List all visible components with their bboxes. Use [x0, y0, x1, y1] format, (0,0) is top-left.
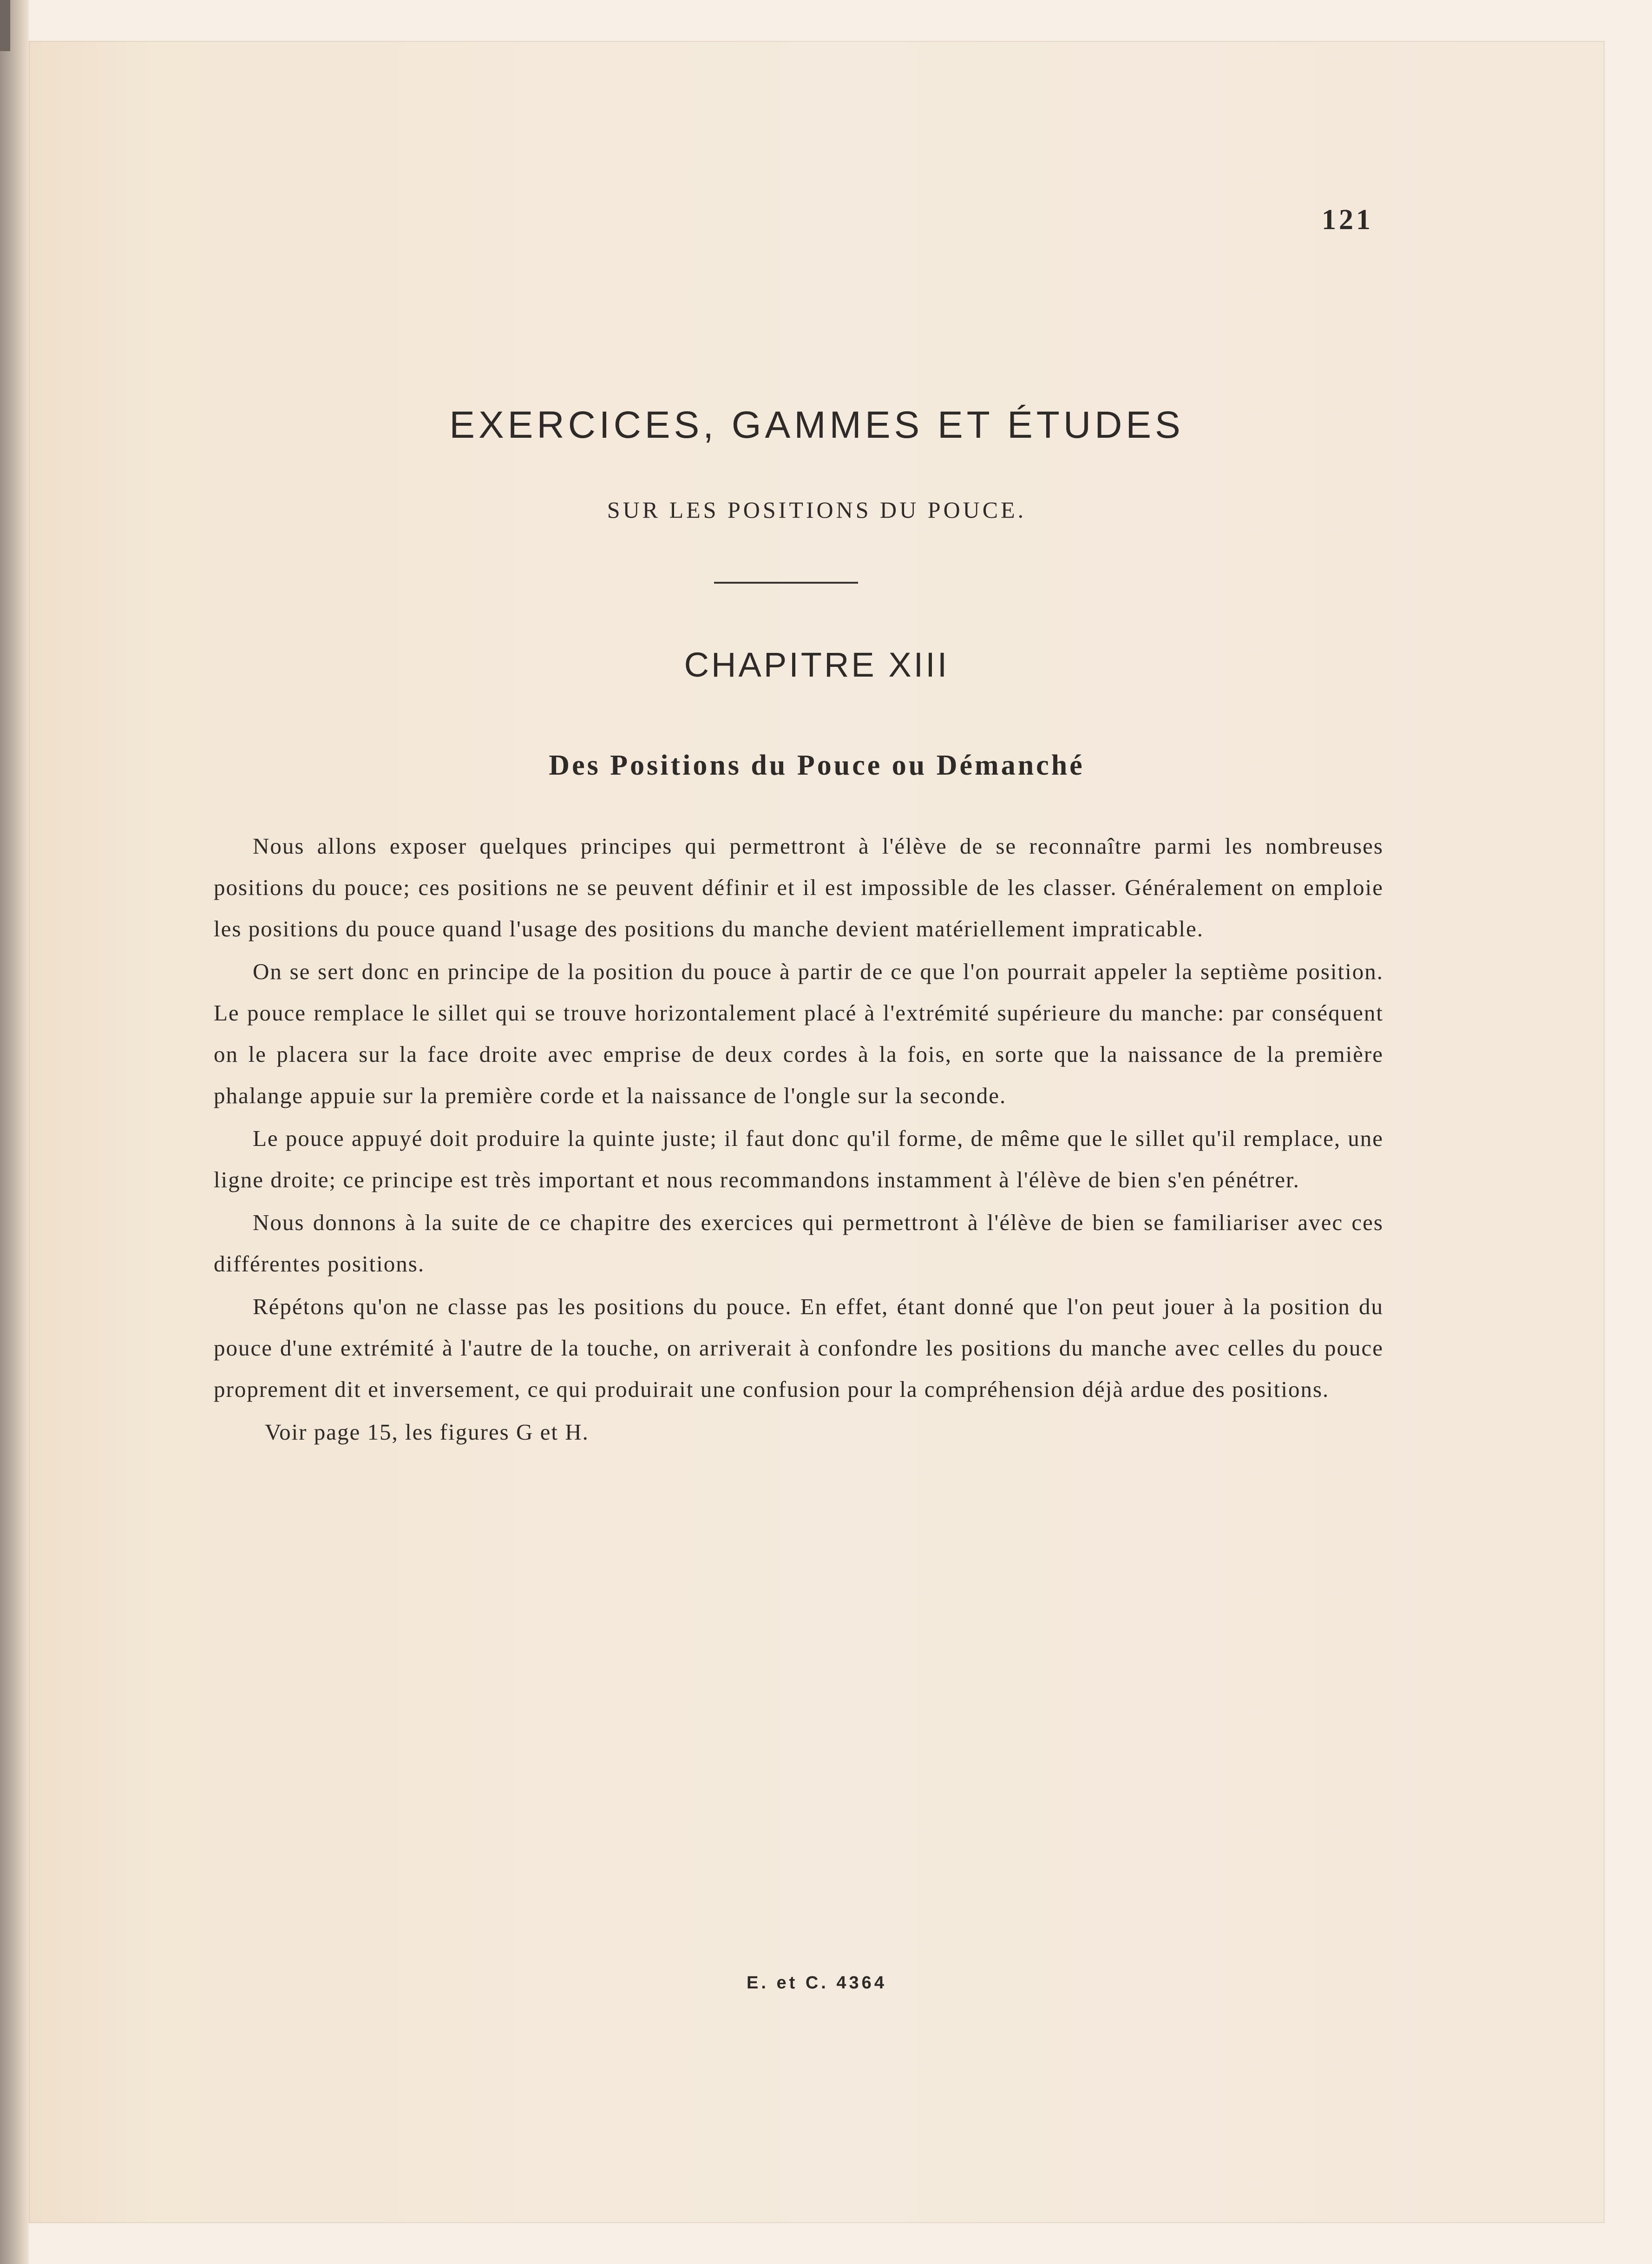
- figure-reference: Voir page 15, les figures G et H.: [265, 1419, 589, 1445]
- paragraph: Répétons qu'on ne classe pas les positions du pouce. En effet, étant donné que l'on peut jouer à la position du pouce d'une extrémité à l'autre de la touche, on arriverait à confondre les positions du manche avec celles du pouce proprement dit et inversement, ce qui produirait une confusion pour la compréhension déjà ardue des positions.: [214, 1294, 1383, 1402]
- paragraph: On se sert donc en principe de la position du pouce à partir de ce que l'on pourrait appeler la septième position. Le pouce remplace le sillet qui se trouve horizontalement placé à l'extrémité supérieure du manche: par conséquent on le placera sur la face droite avec emprise de deux cordes à la fois, en sorte que la naissance de la première phalange appuie sur la première corde et la naissance de l'ongle sur la seconde.: [214, 959, 1383, 1108]
- page-number: 121: [1322, 204, 1373, 236]
- page-subtitle: SUR LES POSITIONS DU POUCE.: [607, 497, 1027, 523]
- paragraph: Nous allons exposer quelques principes qui permettront à l'élève de se reconnaître parmi les nombreuses positions du pouce; ces positions ne se peuvent définir et il est impossible de les classer. Généralement on emploie les positions du pouce quand l'usage des positions du manche devient matériellement impraticable.: [214, 833, 1383, 941]
- book-binding-edge: [0, 0, 29, 2264]
- publisher-plate-number: E. et C. 4364: [747, 1973, 887, 1993]
- section-heading: Des Positions du Pouce ou Démanché: [549, 750, 1085, 781]
- chapter-heading: CHAPITRE XIII: [684, 645, 950, 684]
- body-text: [214, 825, 1383, 1454]
- page-title: EXERCICES, GAMMES ET ÉTUDES: [449, 404, 1184, 446]
- title-divider: [714, 582, 858, 584]
- binding-mark: [0, 0, 10, 51]
- paragraph: Nous donnons à la suite de ce chapitre des exercices qui permettront à l'élève de bien se familiariser avec ces différentes positions.: [214, 1210, 1383, 1277]
- paragraph: Le pouce appuyé doit produire la quinte juste; il faut donc qu'il forme, de même que le sillet qu'il remplace, une ligne droite; ce principe est très important et nous recommandons instamment à l'élève de bien s'en pénétrer.: [214, 1125, 1383, 1192]
- document-page: [29, 41, 1605, 2223]
